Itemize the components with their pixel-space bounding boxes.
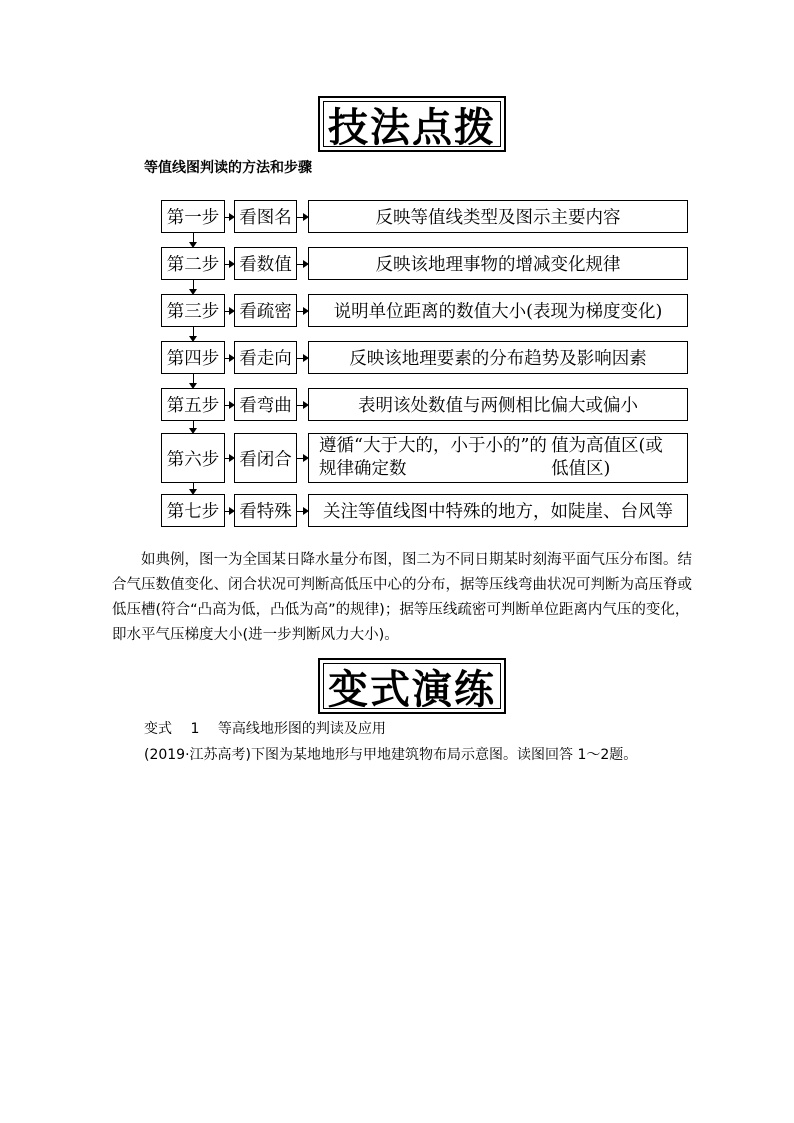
flow-description-line: 表明该处数值与两侧相比偏大或偏小 — [358, 396, 638, 416]
arrow-right — [297, 458, 307, 459]
arrow-right — [225, 311, 233, 312]
arrow-down — [193, 421, 194, 432]
arrow-right — [225, 511, 233, 512]
flow-step: 第七步 — [161, 494, 225, 527]
subheading: 等值线图判读的方法和步骤 — [144, 160, 312, 176]
flow-description-line: 反映等值线类型及图示主要内容 — [375, 208, 621, 228]
variant-number: 1 — [190, 721, 200, 737]
flow-description — [308, 200, 688, 233]
flowchart — [0, 0, 794, 540]
variant-heading — [144, 718, 400, 738]
arrow-right — [225, 405, 233, 406]
section-title-practice — [318, 658, 506, 714]
arrow-down — [193, 280, 194, 293]
flow-description-line: 反映该地理要素的分布趋势及影响因素 — [349, 349, 647, 369]
flow-description-line: 反映该地理事物的增减变化规律 — [375, 255, 621, 275]
flow-description — [308, 294, 688, 327]
flow-step: 第五步 — [161, 388, 225, 421]
arrow-right — [297, 405, 307, 406]
flow-action: 看数值 — [234, 247, 297, 280]
flow-step: 第二步 — [161, 247, 225, 280]
flow-description — [308, 494, 688, 527]
flow-action: 看弯曲 — [234, 388, 297, 421]
arrow-right — [297, 358, 307, 359]
variant-topic: 等高线地形图的判读及应用 — [217, 721, 386, 737]
flow-step: 第六步 — [161, 433, 225, 483]
arrow-right — [225, 217, 233, 218]
flow-description — [308, 433, 688, 483]
flow-description — [308, 247, 688, 280]
flow-description — [308, 341, 688, 374]
arrow-down — [193, 374, 194, 387]
flow-action: 看图名 — [234, 200, 297, 233]
flow-step: 第三步 — [161, 294, 225, 327]
arrow-down — [193, 233, 194, 246]
flow-description-line: 遵循“大于大的，小于小的”的规律确定数 — [319, 436, 547, 479]
section-title-text: 变式演练 — [328, 665, 496, 713]
question-text: (2019·江苏高考)下图为某地地形与甲地建筑物布局示意图。读图回答 1～2题。 — [144, 747, 638, 763]
arrow-down — [193, 483, 194, 493]
flow-description-line: 值为高值区(或低值区) — [551, 436, 663, 479]
flow-action: 看闭合 — [234, 433, 297, 483]
variant-label: 变式 — [144, 721, 172, 737]
explanation-paragraph: 如典例，图一为全国某日降水量分布图，图二为不同日期某时刻海平面气压分布图。结合气压数值变化、闭合状况可判断高低压中心的分布，据等压线弯曲状况可判断为高压脊或低压槽(符合“凸高为低，凸低为高”的规律)；据等压线疏密可判断单位距离内气压的变化，即水平气压梯度大小(进一步判断风力大小)。 — [112, 552, 692, 643]
flow-description-line: 关注等值线图中特殊的地方，如陡崖、台风等 — [323, 502, 673, 522]
arrow-down — [193, 327, 194, 340]
arrow-right — [225, 264, 233, 265]
flow-step: 第四步 — [161, 341, 225, 374]
arrow-right — [297, 311, 307, 312]
arrow-right — [297, 264, 307, 265]
section-title-text: 技法点拨 — [328, 103, 496, 151]
arrow-right — [225, 458, 233, 459]
flow-description-line: 说明单位距离的数值大小(表现为梯度变化) — [333, 302, 663, 322]
arrow-right — [297, 217, 307, 218]
arrow-right — [297, 511, 307, 512]
flow-action: 看疏密 — [234, 294, 297, 327]
arrow-right — [225, 358, 233, 359]
flow-description — [308, 388, 688, 421]
flow-action: 看走向 — [234, 341, 297, 374]
flow-action: 看特殊 — [234, 494, 297, 527]
flow-step: 第一步 — [161, 200, 225, 233]
